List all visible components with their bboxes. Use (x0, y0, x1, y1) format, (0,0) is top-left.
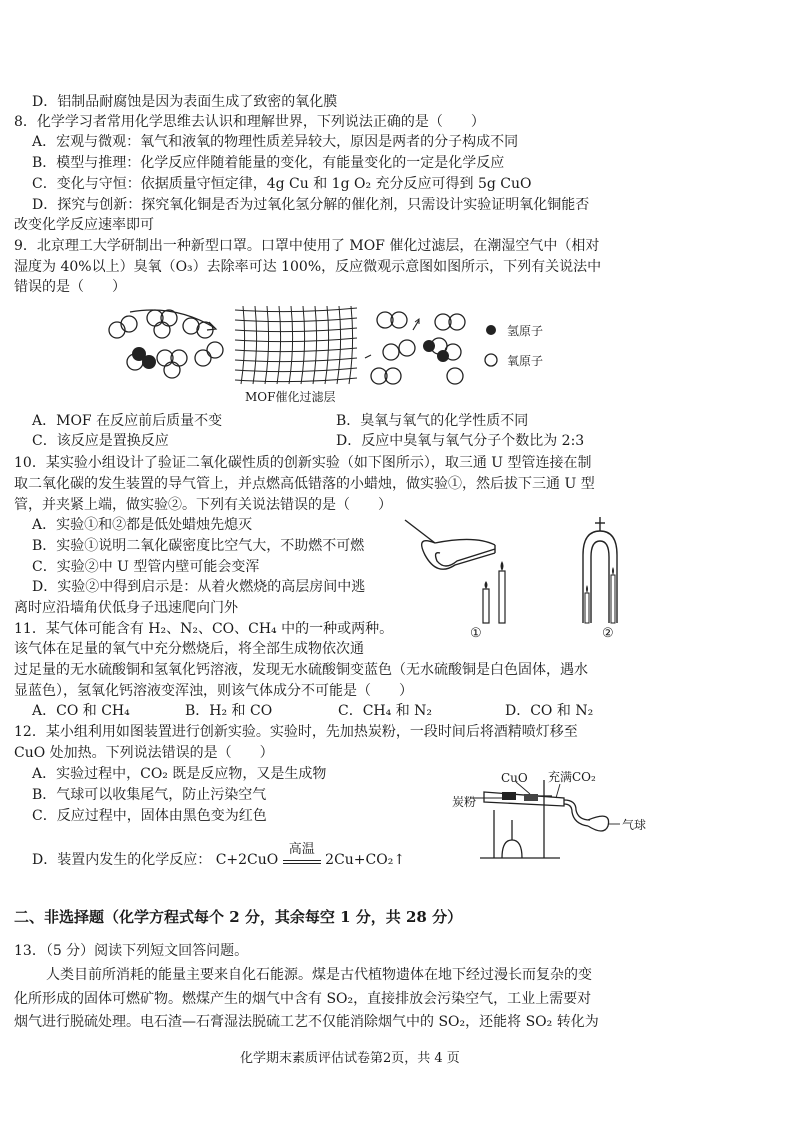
q13-passage-line1: 人类目前所消耗的能量主要来自化石能源。煤是古代植物遗体在地下经过漫长而复杂的变 (46, 967, 592, 983)
q12-equation-condition (283, 842, 321, 864)
q9-stem-line1: 9．北京理工大学研制出一种新型口罩。口罩中使用了 MOF 催化过滤层，在潮湿空气中（相对 (14, 238, 600, 254)
q9-option-c: C．该反应是置换反应 (32, 433, 169, 449)
q8-option-a: A．宏观与微观：氧气和液氧的物理性质差异较大，原因是两者的分子构成不同 (32, 134, 519, 150)
section-2-heading: 二、非选择题（化学方程式每个 2 分，其余每空 1 分，共 28 分） (14, 908, 463, 926)
q12-stem-line1: 12．某小组利用如图装置进行创新实验。实验时，先加热炭粉，一段时间后将酒精喷灯移至 (14, 724, 578, 740)
q12-equation-reactants: C+2CuO (215, 852, 279, 868)
q11-stem-line1: 11．某气体可能含有 H₂、N₂、CO、CH₄ 中的一种或两种。 (14, 621, 394, 637)
label-carbon-powder: 炭粉 (452, 795, 477, 809)
q8-option-d-line2: 改变化学反应速率即可 (14, 217, 154, 233)
q10-stem-line1: 10．某实验小组设计了验证二氧化碳性质的创新实验（如下图所示），取三通 U 型管连接在制 (14, 455, 592, 471)
q8-option-c: C．变化与守恒：依据质量守恒定律，4g Cu 和 1g O₂ 充分反应可得到 5g CuO (32, 176, 532, 192)
q10-option-b: B．实验①说明二氧化碳密度比空气大，不助燃不可燃 (32, 538, 365, 554)
q9-stem-line2: 湿度为 40%以上）臭氧（O₃）去除率可达 100%，反应微观示意图如图所示，下列有关说法中 (14, 259, 602, 275)
q8-stem: 8．化学学习者常用化学思维去认识和理解世界，下列说法正确的是（ ） (14, 114, 485, 130)
q10-stem-line2: 取二氧化碳的发生装置的导气管上，并点燃高低错落的小蜡烛，做实验①，然后拔下三通 U 型 (14, 476, 595, 492)
q10-option-c: C．实验②中 U 型管内壁可能会变浑 (32, 559, 260, 575)
q12-option-b: B．气球可以收集尾气，防止污染空气 (32, 787, 267, 803)
q8-option-d-line1: D．探究与创新：探究氧化铜是否为过氧化氢分解的催化剂，只需设计实验证明氧化铜能否 (32, 197, 590, 213)
q10-stem-line3: 管，并夹紧上端，做实验②。下列有关说法错误的是（ ） (14, 497, 392, 513)
label-balloon: 气球 (622, 818, 647, 832)
condition-high-temp: 高温 (288, 842, 315, 857)
q12-option-d-prefix: D．装置内发生的化学反应： (32, 852, 212, 868)
q13-passage-line3: 烟气进行脱硫处理。电石渣—石膏湿法脱硫工艺不仅能消除烟气中的 SO₂，还能将 SO₂ 转化为 (14, 1014, 599, 1030)
q9-option-d: D．反应中臭氧与氧气分子个数比为 2:3 (336, 433, 585, 449)
q12-option-d (32, 842, 406, 870)
q7-option-d: D．铝制品耐腐蚀是因为表面生成了致密的氧化膜 (32, 94, 338, 110)
q10-option-a: A．实验①和②都是低处蜡烛先熄灭 (32, 517, 253, 533)
q12-stem-line2: CuO 处加热。下列说法错误的是（ ） (14, 745, 274, 761)
q9-option-b: B．臭氧与氧气的化学性质不同 (336, 413, 529, 429)
q9-stem-line3: 错误的是（ ） (14, 279, 126, 295)
q11-stem-line4: 显蓝色），氢氧化钙溶液变浑浊，则该气体成分不可能是（ ） (14, 683, 413, 699)
q13-stem: 13．（5 分）阅读下列短文回答问题。 (14, 943, 249, 959)
q11-option-a: A．CO 和 CH₄ (32, 703, 130, 719)
experiment-2-label: ② (602, 626, 614, 641)
q10-u-tube-figure (395, 515, 645, 630)
experiment-1-label: ① (470, 626, 482, 641)
q13-passage-line2: 化所形成的固体可燃矿物。燃煤产生的烟气中含有 SO₂，直接排放会污染空气，工业上需要对 (14, 991, 592, 1007)
q10-option-d-line1: D．实验②中得到启示是：从着火燃烧的高层房间中逃 (32, 579, 366, 595)
q11-option-c: C．CH₄ 和 N₂ (338, 703, 433, 719)
q11-option-d: D．CO 和 N₂ (505, 703, 594, 719)
q9-option-a: A．MOF 在反应前后质量不变 (32, 413, 223, 429)
q12-option-a: A．实验过程中，CO₂ 既是反应物，又是生成物 (32, 766, 327, 782)
q10-option-d-line2: 离时应沿墙角伏低身子迅速爬向门外 (14, 600, 238, 616)
legend-hydrogen-label: 氢原子 (507, 324, 544, 338)
q8-option-b: B．模型与推理：化学反应伴随着能量的变化，有能量变化的一定是化学反应 (32, 155, 505, 171)
label-filled-co2: 充满CO₂ (548, 770, 596, 784)
legend-oxygen-label: 氧原子 (507, 354, 544, 368)
q11-option-b: B．H₂ 和 CO (185, 703, 273, 719)
q12-equation-products: 2Cu+CO₂↑ (325, 852, 406, 868)
label-cuo: CuO (501, 771, 528, 785)
q11-stem-line2: 该气体在足量的氧气中充分燃烧后，将全部生成物依次通 (14, 641, 364, 657)
q12-option-c: C．反应过程中，固体由黑色变为红色 (32, 808, 267, 824)
mof-caption: MOF催化过滤层 (245, 390, 336, 404)
page-footer: 化学期末素质评估试卷第2页，共 4 页 (240, 1051, 460, 1066)
q11-stem-line3: 过足量的无水硫酸铜和氢氧化钙溶液，发现无水硫酸铜变蓝色（无水硫酸铜是白色固体，遇水 (14, 662, 588, 678)
